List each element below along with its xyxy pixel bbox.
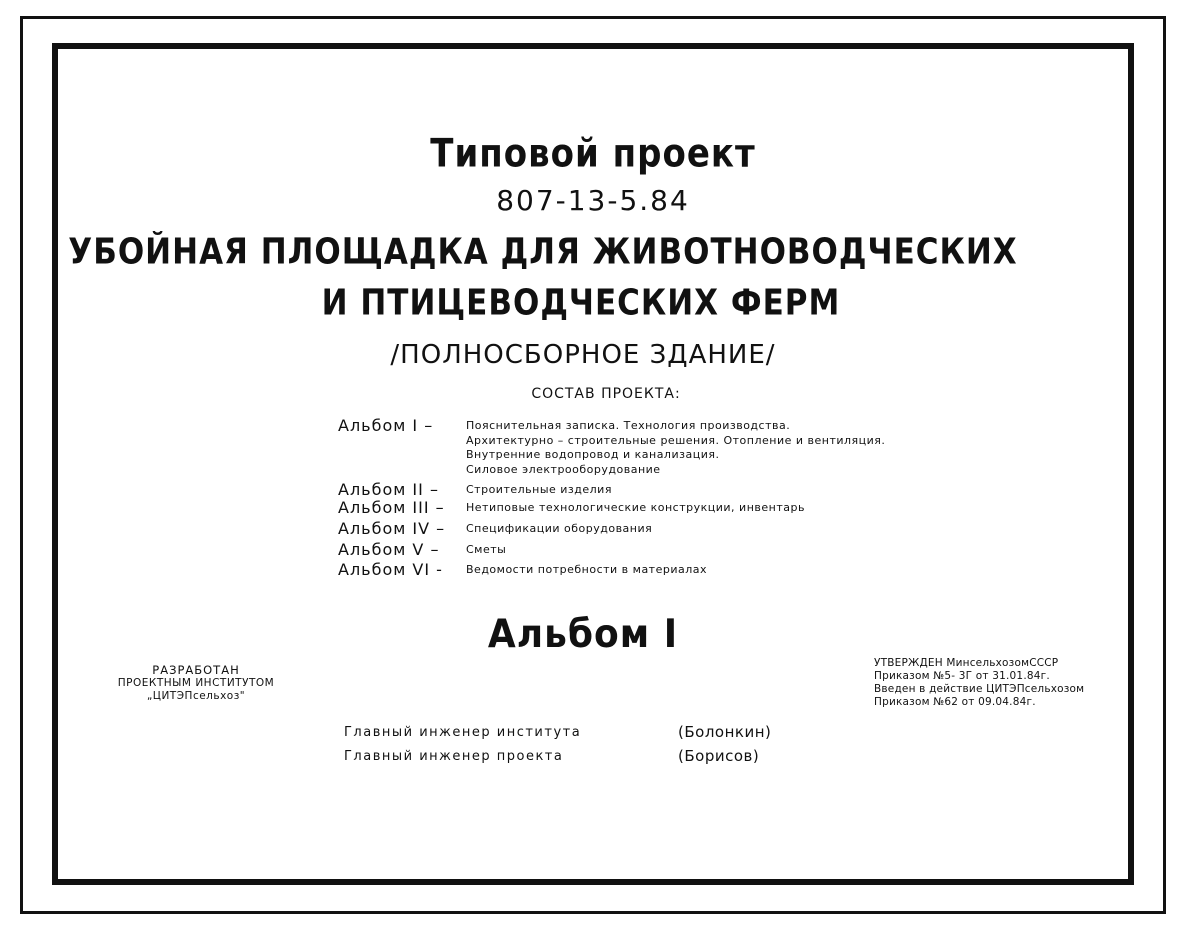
album-description-line: Архитектурно – строительные решения. Отопление и вентиляция. [466,433,886,447]
approval-line: УТВЕРЖДЕН МинсельхозомСССР [874,657,1059,669]
album-list-item [338,519,1058,540]
album-description [466,498,805,516]
approval-line: Приказом №62 от 09.04.84г. [874,696,1036,708]
album-list-item [338,416,1058,480]
album-list-item [338,480,1058,498]
album-name: Альбом V – [338,540,440,559]
project-subject-line-1: УБОЙНАЯ ПЛОЩАДКА ДЛЯ ЖИВОТНОВОДЧЕСКИХ [68,231,1018,273]
approval-line: Приказом №5- 3Г от 31.01.84г. [874,670,1050,682]
album-description-line: Ведомости потребности в материалах [466,563,708,576]
project-subject-line-2: И ПТИЦЕВОДЧЕСКИХ ФЕРМ [321,282,841,324]
album-list-item [338,498,1058,519]
project-subtitle: /ПОЛНОСБОРНОЕ ЗДАНИЕ/ [390,340,776,370]
developer-title: РАЗРАБОТАН [152,663,240,677]
album-name: Альбом II – [338,480,439,499]
signatures-block [344,720,804,768]
album-description [466,519,652,537]
album-description-line: Строительные изделия [466,483,612,496]
developer-line: „ЦИТЭПсельхоз" [146,690,246,702]
signature-row [344,744,804,768]
album-description-line: Пояснительная записка. Технология производства. [466,419,791,432]
approval-block [874,657,1104,709]
volume-label: Альбом I [487,611,679,658]
signature-name: (Борисов) [678,747,760,765]
album-description-line: Сметы [466,543,507,556]
signature-role: Главный инженер проекта [344,748,564,764]
developer-line: ПРОЕКТНЫМ ИНСТИТУТОМ [117,677,275,689]
album-description [466,480,612,498]
album-name: Альбом III – [338,498,445,517]
document-title: Типовой проект [430,131,756,177]
signature-name: (Болонкин) [678,723,772,741]
approval-line: Введен в действие ЦИТЭПсельхозом [874,683,1085,695]
signature-row [344,720,804,744]
album-name: Альбом VI - [338,560,443,579]
album-description [466,560,707,578]
album-description-line: Спецификации оборудования [466,522,653,535]
signature-role: Главный инженер института [344,724,582,740]
album-list-item [338,540,1058,560]
album-description-line: Силовое электрооборудование [466,462,661,476]
album-description-line: Внутренние водопровод и канализация. [466,448,720,461]
album-list-item [338,560,1058,580]
project-code: 807-13-5.84 [496,184,690,217]
album-description [466,540,506,558]
album-name: Альбом I – [338,416,434,435]
album-description [466,416,885,477]
album-description-line: Нетиповые технологические конструкции, инвентарь [466,501,805,514]
album-list [338,416,1058,580]
developer-block [96,664,296,703]
contents-heading: СОСТАВ ПРОЕКТА: [531,386,681,402]
album-name: Альбом IV – [338,519,446,538]
